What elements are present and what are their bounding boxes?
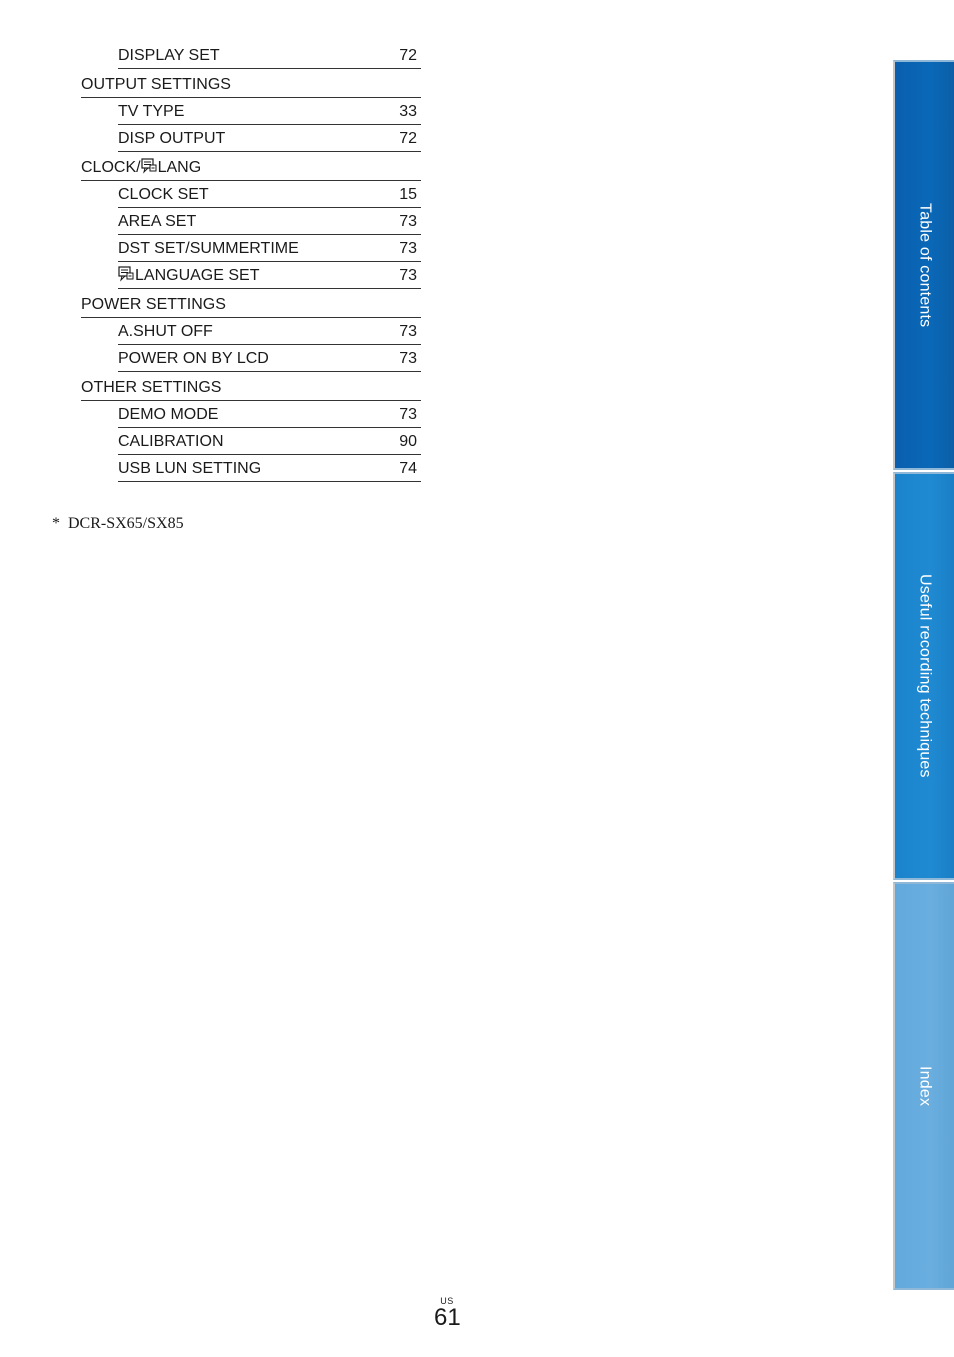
menu-row-calibration[interactable]	[118, 428, 421, 455]
tab-label: Useful recording techniques	[916, 574, 934, 778]
page-ref[interactable]: 73	[399, 323, 417, 340]
language-icon	[141, 158, 157, 174]
page-ref[interactable]: 73	[399, 406, 417, 423]
page-ref[interactable]: 73	[399, 350, 417, 367]
menu-row-clock-set[interactable]	[118, 181, 421, 208]
page-ref[interactable]: 73	[399, 267, 417, 284]
menu-list	[81, 42, 421, 482]
menu-category-power-settings	[81, 289, 421, 318]
menu-category-label	[81, 158, 421, 177]
menu-item-label: DISP OUTPUT	[118, 130, 226, 147]
menu-item-label: POWER ON BY LCD	[118, 350, 269, 367]
tab-table-of-contents[interactable]	[893, 60, 954, 470]
menu-category-output-settings	[81, 69, 421, 98]
menu-item-label: CALIBRATION	[118, 433, 224, 450]
page-ref[interactable]: 15	[399, 186, 417, 203]
menu-item-label: A.SHUT OFF	[118, 323, 213, 340]
tab-useful-recording-techniques[interactable]	[893, 472, 954, 880]
menu-item-label: DEMO MODE	[118, 406, 219, 423]
page-region: US	[440, 1296, 454, 1306]
menu-category-other-settings	[81, 372, 421, 401]
menu-row-tv-type[interactable]	[118, 98, 421, 125]
menu-category-label: OTHER SETTINGS	[81, 379, 222, 396]
menu-row-language-set[interactable]	[118, 262, 421, 289]
clock-label-suffix: LANG	[157, 159, 202, 176]
menu-row-dst-set[interactable]	[118, 235, 421, 262]
footnote-mark: *	[52, 515, 60, 532]
page-ref[interactable]: 72	[399, 47, 417, 64]
page-ref[interactable]: 33	[399, 103, 417, 120]
menu-category-clock-lang	[81, 152, 421, 181]
menu-category-label: OUTPUT SETTINGS	[81, 76, 231, 93]
page-number-value: 61	[434, 1304, 461, 1331]
menu-category-label: POWER SETTINGS	[81, 296, 226, 313]
menu-item-label: CLOCK SET	[118, 186, 209, 203]
page-ref[interactable]: 73	[399, 240, 417, 257]
tab-label: Index	[916, 1065, 934, 1107]
menu-item-label	[118, 266, 377, 285]
clock-label-prefix: CLOCK/	[81, 159, 141, 176]
menu-item-label: USB LUN SETTING	[118, 460, 262, 477]
menu-item-label: AREA SET	[118, 213, 197, 230]
page-ref[interactable]: 72	[399, 130, 417, 147]
tab-index[interactable]	[893, 882, 954, 1290]
footnote	[52, 515, 184, 533]
page-number	[434, 1297, 460, 1330]
menu-item-label: DISPLAY SET	[118, 47, 220, 64]
menu-row-usb-lun-setting[interactable]	[118, 455, 421, 482]
page-ref[interactable]: 73	[399, 213, 417, 230]
menu-row-power-on-by-lcd[interactable]	[118, 345, 421, 372]
menu-item-label: TV TYPE	[118, 103, 185, 120]
menu-item-label: DST SET/SUMMERTIME	[118, 240, 299, 257]
menu-row-a-shut-off[interactable]	[118, 318, 421, 345]
tab-label: Table of contents	[916, 202, 934, 328]
language-set-text: LANGUAGE SET	[135, 267, 260, 284]
language-icon	[118, 266, 134, 282]
menu-row-area-set[interactable]	[118, 208, 421, 235]
menu-row-display-set[interactable]	[118, 42, 421, 69]
menu-row-demo-mode[interactable]	[118, 401, 421, 428]
page-ref[interactable]: 74	[399, 460, 417, 477]
footnote-text: DCR-SX65/SX85	[68, 515, 184, 532]
page-ref[interactable]: 90	[399, 433, 417, 450]
menu-row-disp-output[interactable]	[118, 125, 421, 152]
